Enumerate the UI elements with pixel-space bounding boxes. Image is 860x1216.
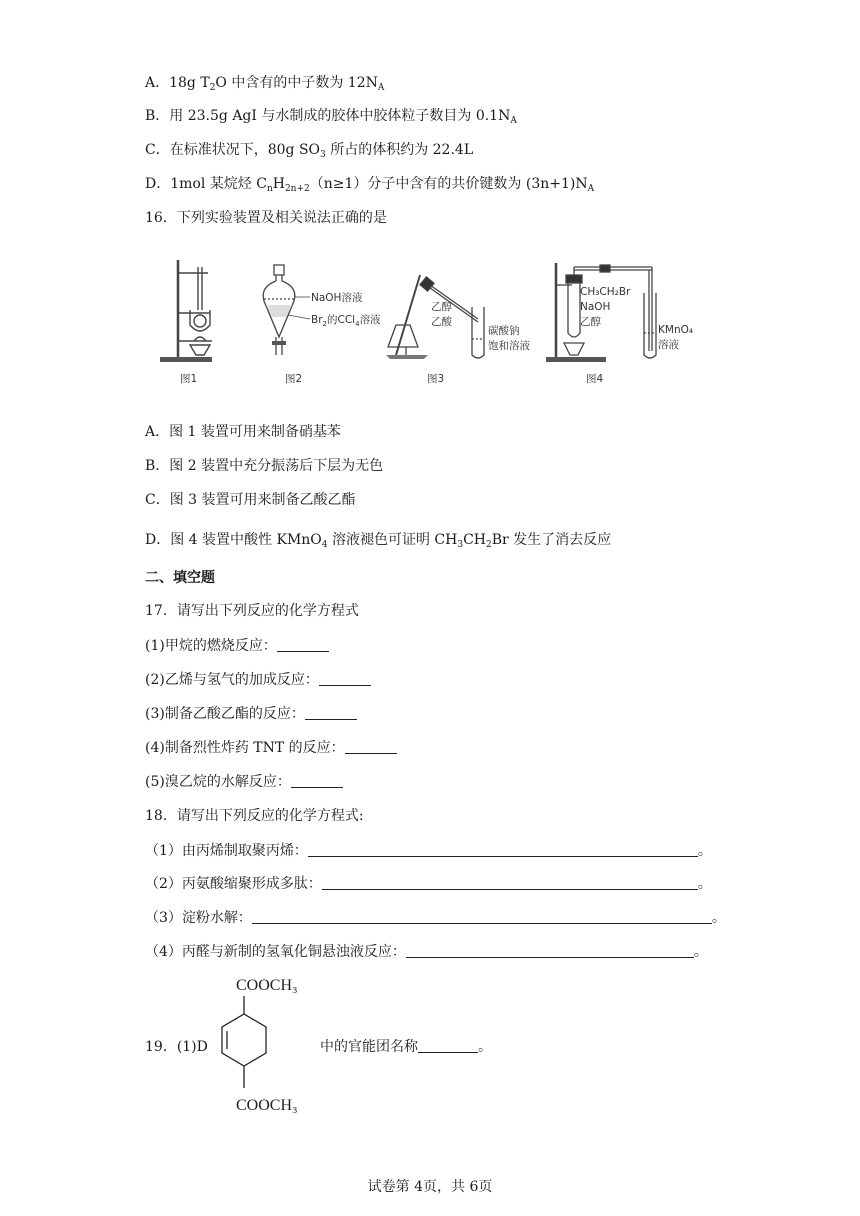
period: 。: [478, 1039, 492, 1055]
answer-blank[interactable]: [345, 739, 397, 754]
molecule-top-group: COOCH₃: [236, 977, 298, 994]
q18-item-4: [145, 942, 708, 962]
q17-item-text: (3)制备乙酸乙酯的反应：: [145, 706, 305, 722]
q19-molecule-structure: [190, 970, 330, 1120]
figure-3-left-label-2: 乙酸: [431, 316, 452, 328]
q17-item-text: (1)甲烷的燃烧反应：: [145, 638, 277, 654]
cyclohexadiene-ring: [222, 996, 266, 1088]
page-footer: 试卷第 4页，共 6页: [367, 1179, 493, 1195]
q17-item-1: [145, 636, 329, 656]
answer-blank[interactable]: [322, 875, 698, 890]
q15-b-text: B．用 23.5g AgI 与水制成的胶体中胶体粒子数目为 0.1N: [145, 108, 511, 124]
q16-stem: 16．下列实验装置及相关说法正确的是: [145, 210, 387, 226]
subscript: 3: [320, 150, 326, 160]
q16-option-a: A．图 1 装置可用来制备硝基苯: [145, 424, 341, 440]
q15-option-d: [145, 174, 594, 199]
subscript: 4: [321, 540, 328, 550]
subscript: A: [377, 83, 385, 93]
q16-apparatus-figure: [160, 255, 720, 390]
answer-blank[interactable]: [291, 773, 343, 788]
q18-item-3: [145, 908, 726, 928]
subscript: 2: [209, 83, 216, 93]
subscript: 2: [486, 540, 492, 550]
q19-question: [320, 1037, 492, 1057]
figure-4-left-label-2: NaOH: [580, 301, 611, 313]
answer-blank[interactable]: [277, 637, 329, 652]
answer-blank[interactable]: [319, 671, 371, 686]
q16-d-text-2: 溶液褪色可证明 CH: [327, 532, 458, 548]
q16-d-text-3: CH: [463, 532, 486, 548]
figure-4-right-label-2: 溶液: [658, 339, 679, 351]
period: 。: [693, 944, 708, 960]
figure-3-label: 图3: [427, 373, 445, 385]
q17-item-3: [145, 704, 357, 724]
figure-4-left-label-3: 乙醇: [580, 316, 601, 328]
section-heading: 二、填空题: [145, 570, 215, 586]
figure-2-bottom-label: $Br_2$的CCl$_4$溶液: [311, 314, 381, 328]
subscript: A: [510, 116, 517, 126]
figure-4-label: 图4: [586, 373, 604, 385]
q18-item-text: （1）由丙烯制取聚丙烯：: [145, 843, 308, 859]
q16-d-text: D．图 4 装置中酸性 KMnO: [145, 532, 322, 548]
q15-d-text-2: H: [272, 176, 285, 192]
q15-c-text: C．在标准状况下，80g SO: [145, 142, 321, 158]
q15-d-text-3: （n≥1）分子中含有的共价键数为 (3n+1)N: [309, 176, 588, 192]
answer-blank[interactable]: [252, 909, 712, 924]
figure-1-apparatus: [160, 260, 212, 362]
period: 。: [697, 876, 712, 892]
q15-option-c: [145, 140, 473, 165]
subscript: A: [587, 184, 595, 194]
figure-3-left-label-1: 乙醇: [431, 301, 452, 313]
q15-a-text: A．18g T: [145, 75, 210, 91]
q18-item-text: （3）淀粉水解：: [145, 910, 252, 926]
figure-1-label: 图1: [180, 373, 198, 385]
answer-blank[interactable]: [406, 943, 694, 958]
q18-item-text: （4）丙醛与新制的氢氧化铜悬浊液反应：: [145, 944, 406, 960]
period: 。: [711, 910, 726, 926]
figure-3-right-label-1: 碳酸钠: [488, 325, 520, 337]
figure-2-top-label: NaOH溶液: [311, 292, 363, 304]
q16-option-b: B．图 2 装置中充分振荡后下层为无色: [145, 458, 384, 474]
figure-2-label: 图2: [285, 373, 303, 385]
q17-item-4: [145, 738, 397, 758]
q15-option-a: [145, 73, 384, 98]
q15-option-b: [145, 106, 517, 131]
answer-blank[interactable]: [418, 1038, 478, 1053]
q17-item-text: (4)制备烈性炸药 TNT 的反应：: [145, 740, 345, 756]
q17-stem: 17．请写出下列反应的化学方程式: [145, 603, 359, 619]
period: 。: [697, 843, 712, 859]
answer-blank[interactable]: [305, 705, 357, 720]
q19-prefix: 19．(1)D: [145, 1039, 208, 1055]
q16-d-text-4: Br 发生了消去反应: [491, 532, 612, 548]
q17-item-text: (5)溴乙烷的水解反应：: [145, 774, 291, 790]
subscript: 3: [457, 540, 464, 550]
figure-4-right-label-1: KMnO₄: [658, 324, 694, 336]
q16-option-c: C．图 3 装置可用来制备乙酸乙酯: [145, 492, 356, 508]
q18-item-1: [145, 841, 712, 861]
q15-a-text-2: O 中含有的中子数为 12N: [215, 75, 378, 91]
molecule-bottom-group: COOCH₃: [236, 1097, 298, 1114]
figure-2-separatory-funnel: [263, 265, 310, 355]
figure-3-right-label-2: 饱和溶液: [488, 340, 530, 352]
q18-item-2: [145, 874, 712, 894]
q16-option-d: [145, 530, 611, 555]
q18-item-text: （2）丙氨酸缩聚形成多肽：: [145, 876, 322, 892]
q17-item-text: (2)乙烯与氢气的加成反应：: [145, 672, 319, 688]
q18-stem: 18．请写出下列反应的化学方程式:: [145, 808, 364, 824]
q17-item-2: [145, 670, 371, 690]
subscript: 2n+2: [284, 184, 310, 194]
answer-blank[interactable]: [308, 842, 698, 857]
q17-item-5: [145, 772, 343, 792]
subscript: n: [266, 184, 273, 194]
figure-4-left-label-1: CH₃CH₂Br: [580, 286, 631, 298]
q15-d-text: D．1mol 某烷烃 C: [145, 176, 267, 192]
q15-c-text-2: 所占的体积约为 22.4L: [325, 142, 474, 158]
q19-text: 中的官能团名称: [320, 1039, 418, 1055]
